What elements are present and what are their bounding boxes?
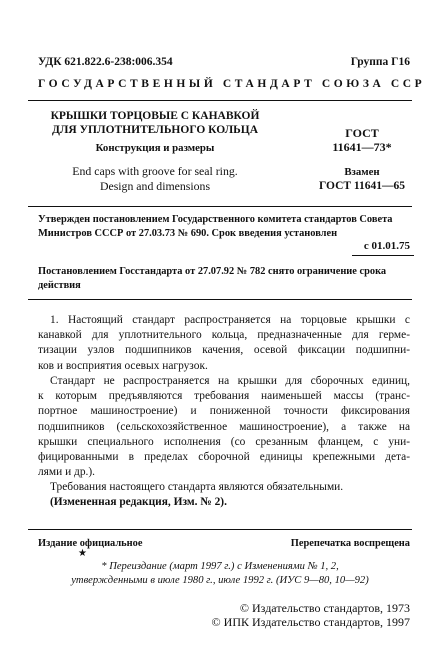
footer-rule bbox=[28, 529, 412, 530]
paragraph-2-line: крышки специального исполнения (со срезанным фланцем, с уни- bbox=[38, 435, 410, 448]
paragraph-2-line: портное машиностроение) и пониженной точности фиксирования bbox=[38, 405, 410, 418]
gost-number: 11641—73* bbox=[332, 140, 392, 154]
paragraph-2-line: подшипников (сельскохозяйственное машиностроение), а также на bbox=[38, 420, 410, 433]
amendment-note: (Измененная редакция, Изм. № 2). bbox=[50, 496, 227, 508]
standard-banner: ГОСУДАРСТВЕННЫЙ СТАНДАРТ СОЮЗА ССР bbox=[38, 78, 426, 90]
copyright-1973: © Издательство стандартов, 1973 bbox=[239, 601, 410, 615]
effective-date-rule bbox=[352, 255, 414, 256]
paragraph-2-line: к которым предъявляются требования наименьшей массы (транс- bbox=[38, 390, 410, 403]
reprint-note-line2: утвержденными в июле 1980 г., июле 1992 г. (ИУС 9—80, 10—92) bbox=[71, 575, 369, 586]
title-ru-subtitle: Конструкция и размеры bbox=[95, 142, 215, 154]
reprint-note-line1: * Переиздание (март 1997 г.) с Изменениями № 1, 2, bbox=[101, 561, 339, 572]
reprint-prohibited: Перепечатка воспрещена bbox=[290, 538, 410, 549]
udk-code: УДК 621.822.6-238:006.354 bbox=[38, 56, 173, 68]
copyright-1997: © ИПК Издательство стандартов, 1997 bbox=[211, 615, 410, 629]
banner-rule bbox=[28, 100, 412, 101]
paragraph-1-line: 1. Настоящий стандарт распространяется на торцовые крышки с bbox=[50, 314, 410, 326]
paragraph-1-line: канавкой для уплотнительного кольца, предназначенные для герме- bbox=[38, 329, 410, 342]
paragraph-2 bbox=[38, 374, 410, 480]
official-edition: Издание официальное bbox=[38, 538, 143, 549]
resolution-line1: Постановлением Госстандарта от 27.07.92 № 782 снято ограничение срока bbox=[38, 266, 387, 277]
replaces-label: Взамен bbox=[344, 166, 380, 178]
resolution-line2: действия bbox=[38, 280, 81, 291]
title-ru-line2: ДЛЯ УПЛОТНИТЕЛЬНОГО КОЛЬЦА bbox=[51, 124, 259, 136]
title-en-line2: Design and dimensions bbox=[99, 179, 211, 193]
group-code: Группа Г16 bbox=[350, 56, 410, 68]
title-ru-line1: КРЫШКИ ТОРЦОВЫЕ С КАНАВКОЙ bbox=[50, 110, 260, 122]
paragraph-1 bbox=[38, 313, 410, 374]
replaces-gost: ГОСТ 11641—65 bbox=[318, 180, 406, 192]
gost-label: ГОСТ bbox=[345, 126, 379, 140]
paragraph-1-line: ков и восприятия осевых нагрузок. bbox=[38, 359, 208, 372]
paragraph-3: Требования настоящего стандарта являются обязательными. bbox=[50, 481, 344, 493]
effective-date: с 01.01.75 bbox=[363, 240, 410, 252]
approval-line1: Утвержден постановлением Государственного комитета стандартов Совета bbox=[38, 214, 393, 225]
title-en-line1: End caps with groove for seal ring. bbox=[72, 164, 238, 178]
approval-line2: Министров СССР от 27.03.73 № 690. Срок введения установлен bbox=[38, 228, 338, 239]
paragraph-2-line: лями и др.). bbox=[38, 466, 95, 479]
paragraph-2-line: Стандарт не распространяется на крышки для сборочных единиц, bbox=[50, 375, 410, 387]
paragraph-1-line: тизации узлов подшипников качения, осевой фиксации подшипни- bbox=[38, 344, 410, 357]
resolution-rule bbox=[28, 299, 412, 300]
star-mark: ★ bbox=[78, 548, 87, 559]
title-rule bbox=[28, 206, 412, 207]
paragraph-2-line: фицированными в пределах сборочной единицы крепежными дета- bbox=[38, 451, 410, 464]
